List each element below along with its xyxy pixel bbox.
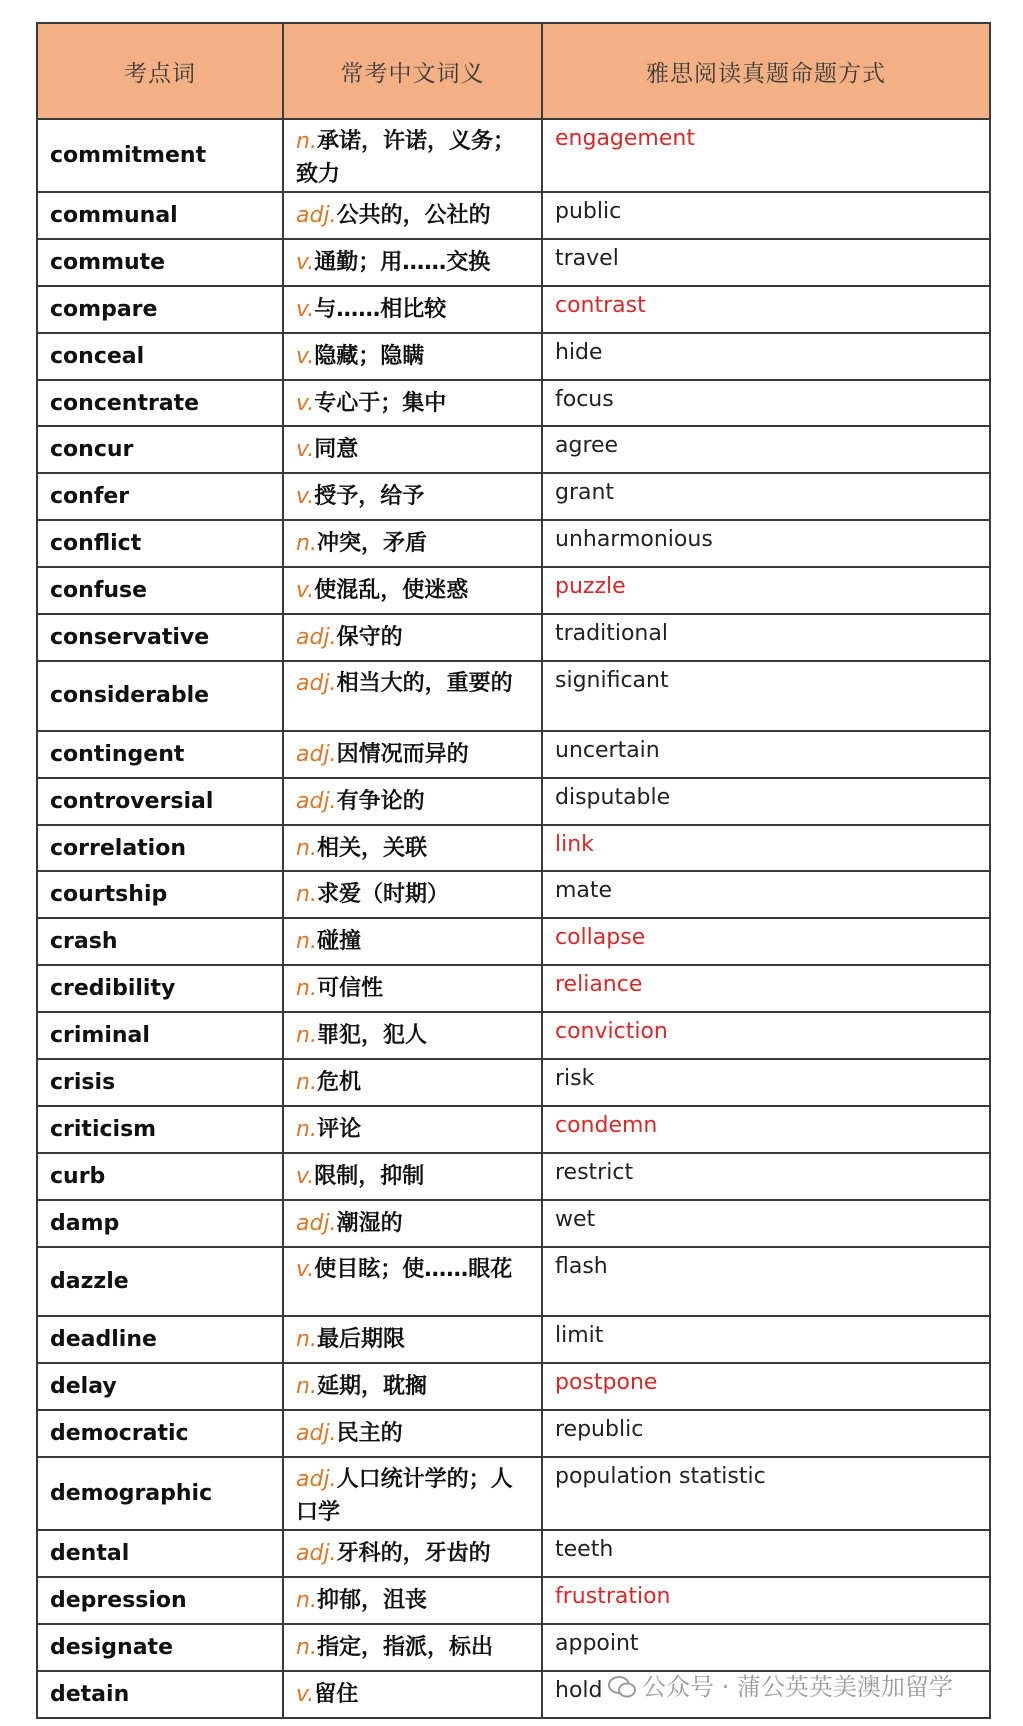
- ielts-paraphrase-cell: link: [542, 825, 990, 872]
- table-row: [37, 731, 990, 778]
- part-of-speech: v.: [296, 578, 315, 604]
- part-of-speech: v.: [296, 249, 315, 275]
- meaning-cell: [283, 1410, 542, 1457]
- meaning-cell: [283, 1316, 542, 1363]
- meaning-cell: [283, 380, 542, 427]
- keyword-cell: curb: [37, 1153, 283, 1200]
- table-row: [37, 119, 990, 192]
- table-row: [37, 1624, 990, 1671]
- meaning-text: 抑郁，沮丧: [316, 1588, 427, 1614]
- keyword-cell: damp: [37, 1200, 283, 1247]
- keyword-cell: controversial: [37, 778, 283, 825]
- meaning-text: 可信性: [316, 976, 383, 1002]
- meaning-text: 授予，给予: [314, 484, 425, 510]
- keyword-cell: criticism: [37, 1106, 283, 1153]
- header-chinese-meaning: 常考中文词义: [283, 23, 542, 119]
- table-row: [37, 1012, 990, 1059]
- meaning-cell: [283, 1106, 542, 1153]
- meaning-text: 评论: [316, 1116, 361, 1142]
- part-of-speech: n.: [296, 1070, 317, 1096]
- meaning-text: 延期，耽搁: [316, 1374, 427, 1400]
- meaning-cell: [283, 1457, 542, 1530]
- part-of-speech: n.: [296, 129, 317, 154]
- part-of-speech: adj.: [296, 1421, 337, 1447]
- keyword-cell: criminal: [37, 1012, 283, 1059]
- table-row: [37, 661, 990, 731]
- part-of-speech: n.: [296, 1374, 317, 1400]
- keyword-cell: concur: [37, 426, 283, 473]
- keyword-cell: contingent: [37, 731, 283, 778]
- table-row: [37, 918, 990, 965]
- meaning-cell: [283, 871, 542, 918]
- meaning-text: 牙科的，牙齿的: [336, 1541, 491, 1567]
- ielts-paraphrase-cell: puzzle: [542, 567, 990, 614]
- meaning-text: 专心于；集中: [314, 390, 447, 416]
- part-of-speech: v.: [296, 437, 315, 463]
- meaning-text: 危机: [316, 1070, 361, 1096]
- part-of-speech: adj.: [296, 670, 337, 696]
- meaning-cell: [283, 1153, 542, 1200]
- meaning-cell: [283, 825, 542, 872]
- keyword-cell: dazzle: [37, 1247, 283, 1317]
- table-row: [37, 286, 990, 333]
- meaning-cell: [283, 567, 542, 614]
- part-of-speech: adj.: [296, 741, 337, 767]
- part-of-speech: n.: [296, 882, 317, 908]
- table-row: [37, 380, 990, 427]
- meaning-cell: [283, 1012, 542, 1059]
- meaning-cell: [283, 239, 542, 286]
- table-row: [37, 567, 990, 614]
- keyword-cell: correlation: [37, 825, 283, 872]
- part-of-speech: v.: [296, 296, 315, 322]
- part-of-speech: adj.: [296, 788, 337, 814]
- meaning-text: 相当大的，重要的: [336, 670, 513, 696]
- keyword-cell: commute: [37, 239, 283, 286]
- meaning-cell: [283, 778, 542, 825]
- table-row: [37, 473, 990, 520]
- meaning-cell: [283, 661, 542, 731]
- ielts-paraphrase-cell: frustration: [542, 1577, 990, 1624]
- ielts-paraphrase-cell: appoint: [542, 1624, 990, 1671]
- meaning-cell: [283, 614, 542, 661]
- table-row: [37, 1577, 990, 1624]
- table-row: [37, 1153, 990, 1200]
- part-of-speech: n.: [296, 1023, 317, 1049]
- ielts-paraphrase-cell: hide: [542, 333, 990, 380]
- table-row: [37, 1059, 990, 1106]
- keyword-cell: considerable: [37, 661, 283, 731]
- meaning-text: 通勤；用……交换: [314, 249, 491, 275]
- ielts-paraphrase-cell: engagement: [542, 119, 990, 192]
- watermark: [608, 1667, 953, 1702]
- ielts-paraphrase-cell: postpone: [542, 1363, 990, 1410]
- meaning-cell: [283, 1200, 542, 1247]
- part-of-speech: adj.: [296, 625, 337, 651]
- table-row: [37, 871, 990, 918]
- header-keyword: 考点词: [37, 23, 283, 119]
- meaning-cell: [283, 1363, 542, 1410]
- meaning-cell: [283, 965, 542, 1012]
- keyword-cell: confuse: [37, 567, 283, 614]
- part-of-speech: adj.: [296, 203, 337, 228]
- header-row: [37, 23, 990, 119]
- meaning-cell: [283, 1671, 542, 1718]
- ielts-paraphrase-cell: disputable: [542, 778, 990, 825]
- table-row: [37, 239, 990, 286]
- meaning-cell: [283, 473, 542, 520]
- meaning-text: 有争论的: [336, 788, 425, 814]
- ielts-paraphrase-cell: condemn: [542, 1106, 990, 1153]
- table-row: [37, 825, 990, 872]
- table-row: [37, 1316, 990, 1363]
- meaning-cell: [283, 731, 542, 778]
- table-row: [37, 1457, 990, 1530]
- header-ielts-paraphrase: 雅思阅读真题命题方式: [542, 23, 990, 119]
- part-of-speech: n.: [296, 531, 317, 557]
- part-of-speech: v.: [296, 343, 315, 369]
- meaning-cell: [283, 1059, 542, 1106]
- keyword-cell: communal: [37, 192, 283, 239]
- ielts-paraphrase-cell: flash: [542, 1247, 990, 1317]
- meaning-text: 最后期限: [316, 1327, 405, 1353]
- part-of-speech: n.: [296, 1116, 317, 1142]
- meaning-cell: [283, 1530, 542, 1577]
- keyword-cell: deadline: [37, 1316, 283, 1363]
- meaning-text: 人口统计学的；人口学: [296, 1467, 513, 1526]
- wechat-icon: [608, 1676, 636, 1698]
- ielts-paraphrase-cell: republic: [542, 1410, 990, 1457]
- ielts-paraphrase-cell: population statistic: [542, 1457, 990, 1530]
- table-row: [37, 1410, 990, 1457]
- table-row: [37, 520, 990, 567]
- keyword-cell: dental: [37, 1530, 283, 1577]
- keyword-cell: credibility: [37, 965, 283, 1012]
- meaning-text: 承诺，许诺，义务；致力: [296, 129, 515, 187]
- meaning-text: 指定，指派，标出: [316, 1634, 493, 1660]
- ielts-paraphrase-cell: mate: [542, 871, 990, 918]
- ielts-paraphrase-cell: teeth: [542, 1530, 990, 1577]
- meaning-cell: [283, 1624, 542, 1671]
- table-row: [37, 965, 990, 1012]
- meaning-text: 公共的，公社的: [336, 203, 491, 228]
- keyword-cell: delay: [37, 1363, 283, 1410]
- ielts-paraphrase-cell: agree: [542, 426, 990, 473]
- meaning-text: 民主的: [336, 1421, 403, 1447]
- keyword-cell: detain: [37, 1671, 283, 1718]
- ielts-paraphrase-cell: limit: [542, 1316, 990, 1363]
- meaning-text: 使混乱，使迷惑: [314, 578, 469, 604]
- part-of-speech: n.: [296, 835, 317, 861]
- keyword-cell: democratic: [37, 1410, 283, 1457]
- keyword-cell: designate: [37, 1624, 283, 1671]
- meaning-text: 与……相比较: [314, 296, 447, 322]
- part-of-speech: v.: [296, 1681, 315, 1707]
- table-body: [37, 119, 990, 1718]
- table-row: [37, 1106, 990, 1153]
- meaning-cell: [283, 119, 542, 192]
- ielts-paraphrase-cell: travel: [542, 239, 990, 286]
- part-of-speech: n.: [296, 976, 317, 1002]
- ielts-paraphrase-cell: focus: [542, 380, 990, 427]
- meaning-text: 相关，关联: [316, 835, 427, 861]
- ielts-paraphrase-cell: traditional: [542, 614, 990, 661]
- keyword-cell: confer: [37, 473, 283, 520]
- ielts-paraphrase-cell: collapse: [542, 918, 990, 965]
- meaning-text: 潮湿的: [336, 1210, 403, 1236]
- keyword-cell: conservative: [37, 614, 283, 661]
- part-of-speech: adj.: [296, 1210, 337, 1236]
- keyword-cell: crash: [37, 918, 283, 965]
- keyword-cell: crisis: [37, 1059, 283, 1106]
- ielts-paraphrase-cell: unharmonious: [542, 520, 990, 567]
- watermark-text: 公众号 · 蒲公英英美澳加留学: [642, 1673, 953, 1701]
- part-of-speech: n.: [296, 929, 317, 955]
- meaning-cell: [283, 1247, 542, 1317]
- table-row: [37, 1363, 990, 1410]
- table-row: [37, 426, 990, 473]
- ielts-paraphrase-cell: reliance: [542, 965, 990, 1012]
- part-of-speech: n.: [296, 1588, 317, 1614]
- meaning-text: 因情况而异的: [336, 741, 469, 767]
- keyword-cell: concentrate: [37, 380, 283, 427]
- ielts-paraphrase-cell: significant: [542, 661, 990, 731]
- keyword-cell: courtship: [37, 871, 283, 918]
- meaning-text: 隐藏；隐瞒: [314, 343, 425, 369]
- meaning-text: 留住: [314, 1681, 359, 1707]
- ielts-paraphrase-cell: hold: [542, 1671, 990, 1718]
- ielts-paraphrase-cell: restrict: [542, 1153, 990, 1200]
- meaning-text: 同意: [314, 437, 359, 463]
- part-of-speech: n.: [296, 1634, 317, 1660]
- meaning-cell: [283, 286, 542, 333]
- ielts-paraphrase-cell: public: [542, 192, 990, 239]
- table-row: [37, 1247, 990, 1317]
- table-row: [37, 778, 990, 825]
- part-of-speech: v.: [296, 1163, 315, 1189]
- ielts-paraphrase-cell: uncertain: [542, 731, 990, 778]
- keyword-cell: conceal: [37, 333, 283, 380]
- ielts-paraphrase-cell: contrast: [542, 286, 990, 333]
- keyword-cell: compare: [37, 286, 283, 333]
- meaning-cell: [283, 918, 542, 965]
- keyword-cell: depression: [37, 1577, 283, 1624]
- table-row: [37, 614, 990, 661]
- meaning-text: 冲突，矛盾: [316, 531, 427, 557]
- meaning-text: 保守的: [336, 625, 403, 651]
- ielts-paraphrase-cell: conviction: [542, 1012, 990, 1059]
- meaning-text: 碰撞: [316, 929, 361, 955]
- meaning-cell: [283, 426, 542, 473]
- ielts-paraphrase-cell: risk: [542, 1059, 990, 1106]
- part-of-speech: n.: [296, 1327, 317, 1353]
- part-of-speech: adj.: [296, 1541, 337, 1567]
- keyword-cell: conflict: [37, 520, 283, 567]
- meaning-text: 使目眩；使……眼花: [314, 1256, 513, 1282]
- keyword-cell: commitment: [37, 119, 283, 192]
- ielts-paraphrase-cell: grant: [542, 473, 990, 520]
- ielts-paraphrase-cell: wet: [542, 1200, 990, 1247]
- part-of-speech: v.: [296, 484, 315, 510]
- meaning-text: 限制，抑制: [314, 1163, 425, 1189]
- meaning-text: 求爱（时期）: [316, 882, 449, 908]
- meaning-text: 罪犯，犯人: [316, 1023, 427, 1049]
- table-row: [37, 192, 990, 239]
- keyword-cell: demographic: [37, 1457, 283, 1530]
- part-of-speech: v.: [296, 390, 315, 416]
- part-of-speech: v.: [296, 1256, 315, 1282]
- vocab-table: [36, 22, 991, 1719]
- meaning-cell: [283, 520, 542, 567]
- meaning-cell: [283, 333, 542, 380]
- table-row: [37, 1200, 990, 1247]
- table-row: [37, 1530, 990, 1577]
- meaning-cell: [283, 1577, 542, 1624]
- meaning-cell: [283, 192, 542, 239]
- part-of-speech: adj.: [296, 1467, 337, 1493]
- table-row: [37, 333, 990, 380]
